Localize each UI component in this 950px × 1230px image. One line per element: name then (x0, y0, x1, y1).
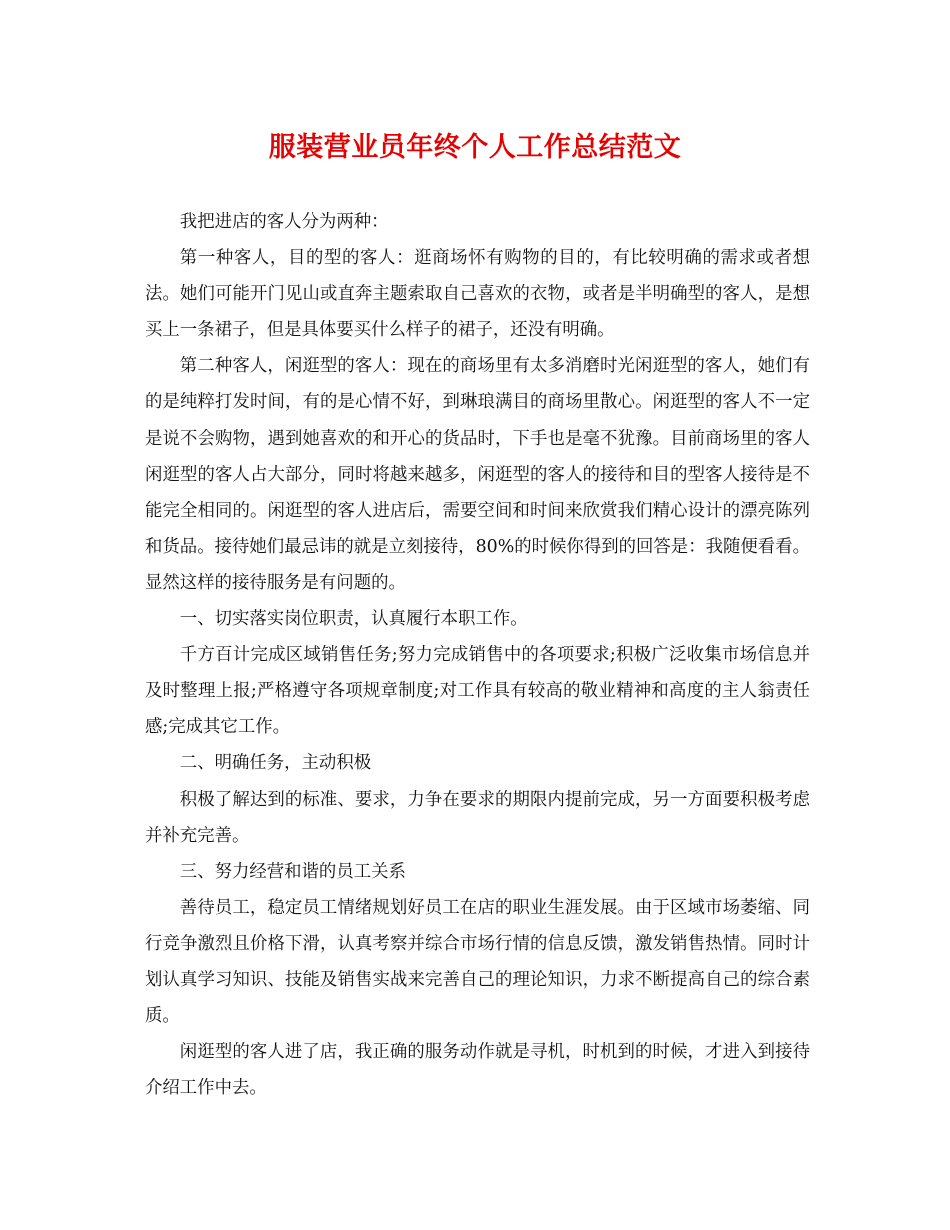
paragraph-3: 第二种客人，闲逛型的客人：现在的商场里有太多消磨时光闲逛型的客人，她们有的是纯粹打发时间，有的是心情不好，到琳琅满目的商场里散心。闲逛型的客人不一定是说不会购物，遇到她喜欢的和开心的货品时，下手也是毫不犹豫。目前商场里的客人闲逛型的客人占大部分，同时将越来越多，闲逛型的客人的接待和目的型客人接待是不能完全相同的。闲逛型的客人进店后，需要空间和时间来欣赏我们精心设计的漂亮陈列和货品。接待她们最忌讳的就是立刻接待，80%的时候你得到的回答是：我随便看看。显然这样的接待服务是有问题的。 (145, 356, 810, 593)
paragraph-2: 第一种客人，目的型的客人：逛商场怀有购物的目的，有比较明确的需求或者想法。她们可能开门见山或直奔主题索取自己喜欢的衣物，或者是半明确型的客人，是想买上一条裙子，但是具体要买什么样子的裙子，还没有明确。 (145, 248, 810, 341)
paragraph-6: 善待员工，稳定员工情绪规划好员工在店的职业生涯发展。由于区域市场萎缩、同行竞争激烈且价格下滑，认真考察并综合市场行情的信息反馈，激发销售热情。同时计划认真学习知识、技能及销售实战来完善自己的理论知识，力求不断提高自己的综合素质。 (145, 897, 810, 1027)
section-heading-1: 一、切实落实岗位职责，认真履行本职工作。 (179, 609, 528, 630)
paragraph-1: 我把进店的客人分为两种： (179, 212, 389, 232)
document-body (145, 204, 810, 1106)
paragraph-4: 千方百计完成区域销售任务;努力完成销售中的各项要求;积极广泛收集市场信息并及时整理上报;严格遵守各项规章制度;对工作具有较高的敬业精神和高度的主人翁责任感;完成其它工作。 (145, 645, 810, 738)
paragraph-5: 积极了解达到的标准、要求，力争在要求的期限内提前完成，另一方面要积极考虑并补充完善。 (145, 789, 810, 846)
section-heading-2: 二、明确任务，主动积极 (179, 753, 372, 774)
paragraph-7: 闲逛型的客人进了店，我正确的服务动作就是寻机，时机到的时候，才进入到接待介绍工作中去。 (145, 1042, 810, 1099)
section-heading-3: 三、努力经营和谐的员工关系 (179, 861, 406, 882)
document-title: 服装营业员年终个人工作总结范文 (268, 132, 682, 163)
